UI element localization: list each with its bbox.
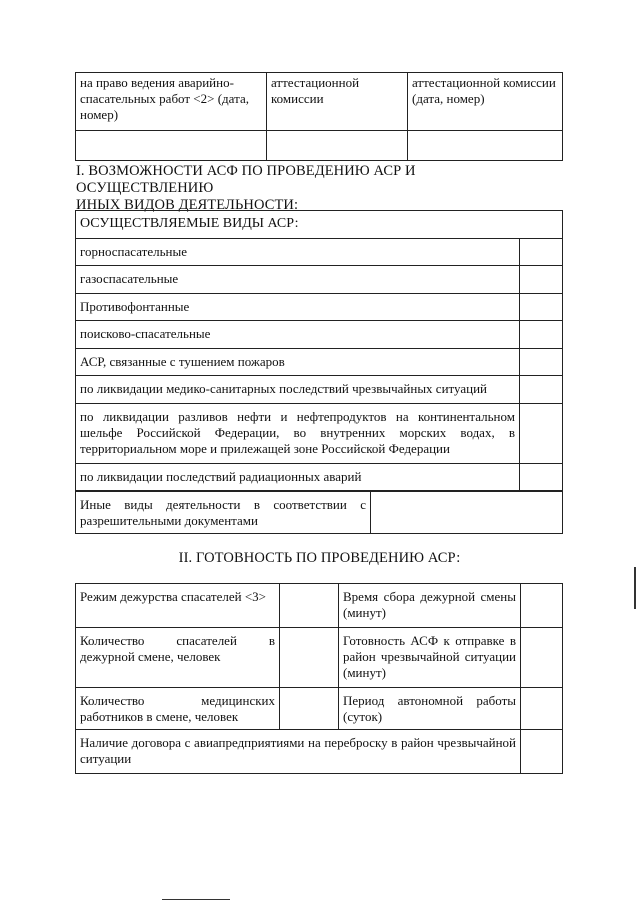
asr-type-row xyxy=(76,239,520,266)
aviation-contract-text: Наличие договора с авиапредприятиями на переброску в район чрезвычайной ситуации xyxy=(80,735,516,766)
asr-type-row xyxy=(76,266,520,294)
dispatch-readiness-value[interactable] xyxy=(521,628,563,688)
readiness-table xyxy=(75,583,563,774)
assembly-time-text: Время сбора дежурной смены (минут) xyxy=(343,589,516,620)
asr-type-checkbox[interactable] xyxy=(520,321,563,349)
other-activities-value[interactable] xyxy=(371,492,563,534)
rescuers-count-value[interactable] xyxy=(280,628,339,688)
asr-type-label: горноспасательные xyxy=(80,244,187,259)
asr-type-label: АСР, связанные с тушением пожаров xyxy=(80,354,285,369)
duty-mode-label xyxy=(76,584,280,628)
dispatch-readiness-text: Готовность АСФ к отправке в район чрезвычайной ситуации (минут) xyxy=(343,633,516,680)
autonomy-period-value[interactable] xyxy=(521,688,563,730)
section2-title-text: II. ГОТОВНОСТЬ ПО ПРОВЕДЕНИЮ АСР: xyxy=(178,550,461,566)
attestation-commission-date-text: аттестационной комиссии (дата, номер) xyxy=(412,75,556,106)
asr-type-row xyxy=(76,349,520,376)
duty-mode-text: Режим дежурства спасателей <3> xyxy=(80,589,266,604)
asr-type-checkbox[interactable] xyxy=(520,294,563,321)
asr-type-row xyxy=(76,321,520,349)
other-activities-text: Иные виды деятельности в соответствии с разрешительными документами xyxy=(80,497,366,528)
medics-count-text: Количество медицинских работников в смене, человек xyxy=(80,693,275,724)
dispatch-readiness-label xyxy=(339,628,521,688)
section2-title xyxy=(0,550,639,567)
aviation-contract-value[interactable] xyxy=(521,730,563,774)
footnote-separator xyxy=(162,899,230,900)
attestation-value-3[interactable] xyxy=(408,131,563,161)
section1-title-line2: ИНЫХ ВИДОВ ДЕЯТЕЛЬНОСТИ: xyxy=(76,197,299,213)
assembly-time-value[interactable] xyxy=(521,584,563,628)
asr-type-checkbox[interactable] xyxy=(520,239,563,266)
attestation-value-2[interactable] xyxy=(267,131,408,161)
asr-type-label: по ликвидации медико-санитарных последствий чрезвычайных ситуаций xyxy=(80,381,488,396)
asr-types-header xyxy=(76,211,563,239)
scan-margin-mark xyxy=(634,567,636,609)
asr-type-checkbox[interactable] xyxy=(520,464,563,491)
asr-types-table xyxy=(75,210,563,491)
rescuers-count-text: Количество спасателей в дежурной смене, человек xyxy=(80,633,275,664)
medics-count-label xyxy=(76,688,280,730)
attestation-right-text: на право ведения аварийно-спасательных работ <2> (дата, номер) xyxy=(80,75,249,122)
aviation-contract-label xyxy=(76,730,521,774)
asr-types-header-text: ОСУЩЕСТВЛЯЕМЫЕ ВИДЫ АСР: xyxy=(80,216,299,231)
assembly-time-label xyxy=(339,584,521,628)
asr-type-checkbox[interactable] xyxy=(520,266,563,294)
attestation-value-1[interactable] xyxy=(76,131,267,161)
asr-type-label: газоспасательные xyxy=(80,271,179,286)
asr-type-label: Противофонтанные xyxy=(80,299,190,314)
asr-type-label: по ликвидации последствий радиационных аварий xyxy=(80,469,362,484)
asr-type-checkbox[interactable] xyxy=(520,404,563,464)
attestation-right-label xyxy=(76,73,267,131)
attestation-commission-text: аттестационной комиссии xyxy=(271,75,360,106)
attestation-commission-label xyxy=(267,73,408,131)
asr-type-row xyxy=(76,294,520,321)
asr-type-label: по ликвидации разливов нефти и нефтепродуктов на континентальном шельфе Российской Федерации, во внутренних морских водах, в территориальном море и прилежащей зоне Российской Федерации xyxy=(80,409,515,456)
asr-type-checkbox[interactable] xyxy=(520,376,563,404)
asr-type-checkbox[interactable] xyxy=(520,349,563,376)
asr-type-row xyxy=(76,404,520,464)
medics-count-value[interactable] xyxy=(280,688,339,730)
rescuers-count-label xyxy=(76,628,280,688)
section1-title xyxy=(76,163,556,214)
duty-mode-value[interactable] xyxy=(280,584,339,628)
asr-type-row xyxy=(76,464,520,491)
asr-type-row xyxy=(76,376,520,404)
attestation-table xyxy=(75,72,563,161)
section1-title-line1: I. ВОЗМОЖНОСТИ АСФ ПО ПРОВЕДЕНИЮ АСР И ОСУЩЕСТВЛЕНИЮ xyxy=(76,163,416,196)
other-activities-label xyxy=(76,492,371,534)
asr-type-label: поисково-спасательные xyxy=(80,326,211,341)
autonomy-period-label xyxy=(339,688,521,730)
autonomy-period-text: Период автономной работы (суток) xyxy=(343,693,516,724)
attestation-commission-date-label xyxy=(408,73,563,131)
other-activities-table xyxy=(75,491,563,534)
